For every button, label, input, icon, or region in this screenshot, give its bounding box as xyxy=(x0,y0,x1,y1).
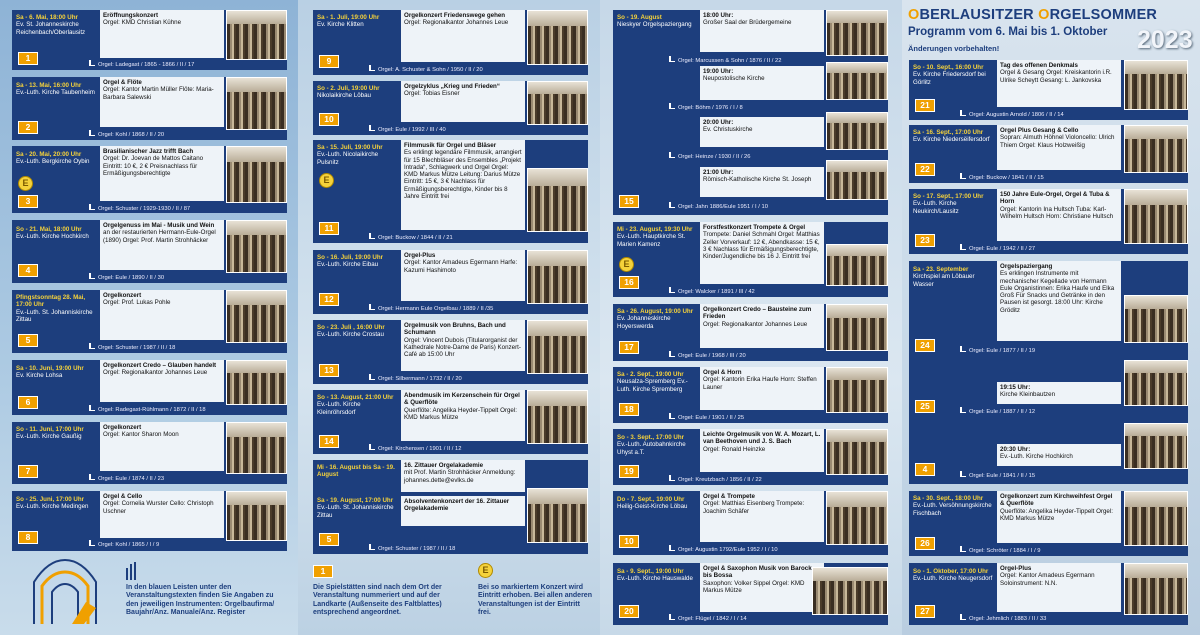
event-header: Sa - 15. Juli, 19:00 Uhr Ev.-Luth. Nicolaikirche Pulsnitz xyxy=(317,144,383,166)
organ-info: Orgel: Jehmlich / 1883 / II / 33 xyxy=(969,616,1047,622)
event-header: So - 19. August Nieskyer Orgelspaziergang xyxy=(617,14,692,29)
event-info-box: Orgelkonzert Credo – Glauben handelt Orgel: Regionalkantor Johannes Leue xyxy=(100,360,224,402)
organ-pipes-icon xyxy=(960,407,966,413)
venue-number: 4 xyxy=(18,264,38,277)
venue-number: 27 xyxy=(915,605,935,618)
organ-info: Orgel: Eule / 1874 / II / 23 xyxy=(98,476,165,482)
event-info-box: 18:00 Uhr: Großer Saal der Brüdergemeine xyxy=(700,10,824,52)
organ-photo xyxy=(1124,189,1188,244)
organ-pipes-icon xyxy=(960,346,966,352)
event-header: Sa - 19. August, 17:00 Uhr Ev.-Luth. St. Johanniskirche Zittau xyxy=(317,497,394,519)
organ-pipes-icon xyxy=(89,343,95,349)
venue-number: 4 xyxy=(915,463,935,476)
program-title: OBERLAUSITZER ORGELSOMMER xyxy=(908,7,1158,23)
event-info-box: Orgel-Plus Orgel: Kantor Amadeus Egermann Harfe: Kazumi Hashimoto xyxy=(401,250,525,301)
legend-euro-badge: E xyxy=(478,563,493,578)
event-info-box: Orgelspaziergang Es erklingen Instrumente mit mechanischer Kegellade von Hermann Eule Organistinnen: Erika Haufe und Elka Groß Für Snacks und Getränke in den Pausen ist gesorgt. 18:00 Uhr: Kirche Gröditz xyxy=(997,261,1121,341)
organ-pipes-icon xyxy=(89,405,95,411)
organ-photo xyxy=(527,81,588,125)
event-info-box: Leichte Orgelmusik von W. A. Mozart, L. van Beethoven und J. S. Bach Orgel: Ronald Heinzke xyxy=(700,429,824,472)
organ-pipes-icon xyxy=(89,273,95,279)
venue-number: 24 xyxy=(915,339,935,352)
organ-pipes-icon xyxy=(369,65,375,71)
event-header: So - 25. Juni, 17:00 Uhr Ev.-Luth. Kirche Medingen xyxy=(16,496,89,511)
event-info-box: Orgelmusik von Bruhns, Bach und Schumann Orgel: Vincent Dubois (Titularorganist der Kathedrale Notre-Dame de Paris) Konzert-Café ab 15:00 Uhr xyxy=(401,320,525,371)
euro-badge: E xyxy=(619,257,634,272)
organ-photo xyxy=(527,10,588,65)
organ-photo xyxy=(1124,491,1188,546)
event-header: So - 11. Juni, 17:00 Uhr Ev.-Luth. Kirche Gaußig xyxy=(16,426,84,441)
organ-pipes-icon xyxy=(369,125,375,131)
event-header: So - 2. Juli, 19:00 Uhr Nikolaikirche Löbau xyxy=(317,85,380,100)
venue-number: 1 xyxy=(18,52,38,65)
changes-note: Änderungen vorbehalten! xyxy=(908,44,1000,53)
venue-number: 5 xyxy=(18,334,38,347)
event-header: Mi - 23. August, 19:30 Uhr Ev.-Luth. Hauptkirche St. Marien Kamenz xyxy=(617,226,693,248)
organ-photo xyxy=(226,360,287,405)
organ-info: Orgel: Walcker / 1891 / III / 42 xyxy=(678,289,755,295)
organ-pipes-icon xyxy=(369,544,375,550)
organ-info: Orgel: Eule / 1901 / II / 25 xyxy=(678,415,745,421)
organ-info: Orgel: Buckow / 1841 / II / 15 xyxy=(969,175,1044,181)
event-info-box: Abendmusik im Kerzenschein für Orgel & Querflöte Querflöte: Angelika Heyder-Tippelt Orgel: KMD Markus Mütze xyxy=(401,390,525,441)
event-header: So - 16. Juli, 19:00 Uhr Ev.-Luth. Kirche Eibau xyxy=(317,254,384,269)
venue-number: 10 xyxy=(319,113,339,126)
event-info-box: Eröffnungskonzert Orgel: KMD Christian Kühne xyxy=(100,10,224,58)
organ-info: Orgel: Ladegast / 1865 - 1866 / II / 17 xyxy=(98,62,195,68)
venue-number: 14 xyxy=(319,435,339,448)
program-subtitle: Programm vom 6. Mai bis 1. Oktober xyxy=(908,26,1108,38)
venue-number: 6 xyxy=(18,396,38,409)
venue-number: 23 xyxy=(915,234,935,247)
venue-number: 12 xyxy=(319,293,339,306)
event-info-box: Brasilianischer Jazz trifft Bach Orgel: Dr. Joevan de Mattos Caitano Eintritt: 10 €, 2 € Preisnachlass für Ermäßigungsberechtigte xyxy=(100,146,224,201)
venue-number: 22 xyxy=(915,163,935,176)
organ-pipes-icon xyxy=(369,233,375,239)
organ-pipes-icon xyxy=(369,304,375,310)
venue-number: 8 xyxy=(18,531,38,544)
organ-info: Orgel: Schuster / 1929-1930 / II / 87 xyxy=(98,206,191,212)
organ-info: Orgel: Kirchensen / 1901 / II / 12 xyxy=(378,446,462,452)
event-header: Sa - 1. Juli, 19:00 Uhr Ev. Kirche Klitten xyxy=(317,14,380,29)
event-info-box: Orgelzyklus „Krieg und Frieden“ Orgel: Tobias Eisner xyxy=(401,81,525,122)
event-header: Sa - 23. September Kirchspiel am Löbauer Wasser xyxy=(913,266,975,288)
venue-number: 2 xyxy=(18,121,38,134)
event-info-box: Tag des offenen Denkmals Orgel & Gesang Orgel: Kreiskantorin i.R. Ulrike Scheytt Gesang: L. Jankovska xyxy=(997,60,1121,107)
event-info-box: Orgelkonzert zum Kirchweihfest Orgel & Querflöte Querflöte: Angelika Heyder-Tippelt Orgel: KMD Markus Mütze xyxy=(997,491,1121,543)
venue-number: 3 xyxy=(18,195,38,208)
organ-photo xyxy=(527,250,588,304)
organ-photo xyxy=(1124,360,1188,406)
organ-pipes-icon xyxy=(960,546,966,552)
event-info-box: Orgelkonzert Orgel: Kantor Sharon Moon xyxy=(100,422,224,471)
organ-info: Orgel: Kohl / 1868 / II / 20 xyxy=(98,132,165,138)
organ-pipes-icon xyxy=(89,60,95,66)
organ-photo xyxy=(226,491,287,541)
venue-number: 21 xyxy=(915,99,935,112)
organ-pipes-icon xyxy=(960,244,966,250)
euro-badge: E xyxy=(319,173,334,188)
organ-info: Orgel: Eule / 1968 / III / 20 xyxy=(678,353,746,359)
organ-info: Orgel: Heinze / 1930 / II / 26 xyxy=(678,154,751,160)
organ-photo xyxy=(1124,60,1188,110)
organ-pipes-icon xyxy=(369,374,375,380)
organ-pipes-icon xyxy=(669,152,675,158)
organ-pipes-icon xyxy=(126,562,136,580)
organ-pipes-icon xyxy=(669,287,675,293)
legend-number-text: Die Spielstätten sind nach dem Ort der Veranstaltung nummeriert und auf der Landkarte (Außenseite des Faltblattes) entsprechend angeordnet. xyxy=(313,584,442,617)
organ-photo xyxy=(1124,423,1188,469)
event-info-box: 21:00 Uhr: Römisch-Katholische Kirche St. Joseph xyxy=(700,167,824,197)
organ-info: Orgel: Eule / 1887 / II / 12 xyxy=(969,409,1036,415)
organ-info: Orgel: Radegast-Rühlmann / 1872 / II / 18 xyxy=(98,407,206,413)
organ-info: Orgel: Schröter / 1884 / I / 9 xyxy=(969,548,1041,554)
organ-photo xyxy=(226,290,287,343)
event-info-box: 150 Jahre Eule-Orgel, Orgel & Tuba & Horn Orgel: Kantorin Ina Hultsch Tuba: Karl-Wilhelm Hultsch Horn: Christiane Hultsch xyxy=(997,189,1121,241)
organ-info: Orgel: Marcussen & Sohn / 1876 / II / 22 xyxy=(678,58,782,64)
organ-info: Orgel: Schuster / 1987 / II / 18 xyxy=(378,546,456,552)
venue-number: 11 xyxy=(319,222,339,235)
organ-info: Orgel: Flügel / 1842 / I / 14 xyxy=(678,616,747,622)
organ-info: Orgel: Schuster / 1987 / II / 18 xyxy=(98,345,176,351)
event-header: Sa - 10. Juni, 19:00 Uhr Ev. Kirche Lohsa xyxy=(16,365,84,380)
venue-number: 19 xyxy=(619,465,639,478)
venue-number: 13 xyxy=(319,364,339,377)
event-info-box: Orgel & Saxophon Musik von Barock bis Bossa Saxophon: Volker Sippel Orgel: KMD Markus Mütze xyxy=(700,563,824,612)
organ-info: Orgel: Augustin 1792/Eule 1952 / I / 10 xyxy=(678,547,778,553)
organ-info: Orgel: Augustin Arnold / 1806 / II / 14 xyxy=(969,112,1064,118)
event-info-box: Orgel Plus Gesang & Cello Sopran: Almuth Höhnel Violoncello: Ulrich Thiem Orgel: Klaus Holzweißig xyxy=(997,125,1121,170)
venue-number: 15 xyxy=(619,195,639,208)
event-header: Sa - 6. Mai, 18:00 Uhr Ev. St. Johanneskirche Reichenbach/Oberlausitz xyxy=(16,14,86,36)
organ-photo xyxy=(527,320,588,374)
organ-photo xyxy=(226,422,287,474)
event-info-box: 16. Zittauer Orgelakademie mit Prof. Martin Strohhäcker Anmeldung: johannes.dette@evlks.de xyxy=(401,460,525,492)
year-badge: 2023 xyxy=(1137,26,1193,54)
event-info-box: Orgel & Flöte Orgel: Kantor Martin Müller Flöte: Maria-Barbara Salewski xyxy=(100,77,224,127)
organ-info: Orgel: Buckow / 1844 / II / 21 xyxy=(378,235,453,241)
organ-info: Orgel: Eule / 1992 / III / 40 xyxy=(378,127,446,133)
organ-photo xyxy=(826,304,888,351)
event-header: So - 13. August, 21:00 Uhr Ev.-Luth. Kirche Kleinröhrsdorf xyxy=(317,394,394,416)
event-header: Sa - 16. Sept., 17:00 Uhr Ev. Kirche Niedersëifersdorf xyxy=(913,129,990,144)
organ-pipes-illustration xyxy=(30,558,100,628)
organ-photo xyxy=(826,429,888,475)
venue-number: 26 xyxy=(915,537,935,550)
event-info-box: Filmmusik für Orgel und Bläser Es erklingt legendäre Filmmusik, arrangiert für 15 Blechbläser des Ensembles „Projekt Intrada“, Schlagwerk und Orgel Orgel: KMD Markus Mütze Leitung: Darius Mütze Eintritt: 15 €, 3 € Nachlass für Ermäßigungsberechtigte, Kinder bis 8 Jahre Eintritt frei xyxy=(401,140,525,230)
organ-photo xyxy=(826,244,888,286)
event-header: Sa - 13. Mai, 16:00 Uhr Ev.-Luth. Kirche Taubenheim xyxy=(16,82,95,97)
venue-number: 7 xyxy=(18,465,38,478)
organ-info: Orgel: Silbermann / 1732 / II / 20 xyxy=(378,376,462,382)
venue-number: 25 xyxy=(915,400,935,413)
venue-number: 9 xyxy=(319,55,339,68)
event-info-box: Orgel & Trompete Orgel: Matthias Eisenberg Trompete: Joachim Schäfer xyxy=(700,491,824,542)
organ-info: Orgel: A. Schuster & Sohn / 1950 / II / 20 xyxy=(378,67,483,73)
organ-photo xyxy=(226,77,287,130)
organ-photo xyxy=(527,488,588,543)
venue-number: 18 xyxy=(619,403,639,416)
event-info-box: Orgel-Plus Orgel: Kantor Amadeus Egermann Soloinstrument: N.N. xyxy=(997,563,1121,612)
event-info-box: Orgelkonzert Credo – Bausteine zum Frieden Orgel: Regionalkantor Johannes Leue xyxy=(700,304,824,348)
event-header: Sa - 2. Sept., 19:00 Uhr Neusalza-Spremberg Ev.-Luth. Kirche Spremberg xyxy=(617,371,688,393)
event-info-box: 19:15 Uhr: Kirche Kleinbautzen xyxy=(997,382,1121,404)
organ-pipes-icon xyxy=(960,471,966,477)
event-header: Sa - 9. Sept., 19:00 Uhr Ev.-Luth. Kirche Hauswalde xyxy=(617,568,693,583)
organ-photo xyxy=(226,220,287,273)
event-info-box: Forstfestkonzert Trompete & Orgel Trompete: Daniel Schmahl Orgel: Matthias Zeller Vorverkauf: 12 €, Abendkasse: 15 €, 3 € Nachlass für Ermäßigungsberechtigte, Kinder/Jugendliche bis 16 J. Eintritt frei xyxy=(700,222,824,284)
organ-pipes-icon xyxy=(669,351,675,357)
organ-photo xyxy=(226,10,287,60)
organ-info: Orgel: Hermann Eule Orgelbau / 1889 / II /35 xyxy=(378,306,494,312)
event-info-box: 19:00 Uhr: Neupostolische Kirche xyxy=(700,66,824,100)
event-info-box: 20:00 Uhr: Ev. Christuskirche xyxy=(700,117,824,147)
organ-photo xyxy=(812,567,888,615)
event-info-box: Orgelkonzert Friedenswege gehen Orgel: Regionalkantor Johannes Leue xyxy=(401,10,525,62)
venue-number: 16 xyxy=(619,276,639,289)
event-header: Pfingstsonntag 28. Mai, 17:00 Uhr Ev.-Luth. St. Johanniskirche Zittau xyxy=(16,294,93,323)
venue-number: 17 xyxy=(619,341,639,354)
organ-photo xyxy=(1124,563,1188,615)
event-info-box: 20:30 Uhr: Ev.-Luth. Kirche Hochkirch xyxy=(997,444,1121,466)
organ-info: Orgel: Eule / 1841 / II / 15 xyxy=(969,473,1036,479)
organ-pipes-icon xyxy=(960,614,966,620)
venue-number: 10 xyxy=(619,535,639,548)
event-header: So - 3. Sept., 17:00 Uhr Ev.-Luth. Autobahnkirche Uhyst a.T. xyxy=(617,434,686,456)
organ-info: Orgel: Eule / 1890 / II / 30 xyxy=(98,275,165,281)
event-header: Mi - 16. August bis Sa - 19. August xyxy=(317,464,395,479)
organ-photo xyxy=(826,62,888,100)
organ-pipes-icon xyxy=(669,413,675,419)
organ-pipes-icon xyxy=(89,204,95,210)
event-header: Sa - 26. August, 19:00 Uhr Ev. Johanneskirche Hoyerswerda xyxy=(617,308,694,330)
legend-euro-text: Bei so markiertem Konzert wird Eintritt erhoben. Bei allen anderen Veranstaltungen ist der Eintritt frei. xyxy=(478,584,592,617)
event-info-box: Orgelkonzert Orgel: Prof. Lukas Pohle xyxy=(100,290,224,340)
organ-pipes-icon xyxy=(669,545,675,551)
event-info-box: Orgel & Horn Orgel: Kantorin Erika Haufe Horn: Steffen Launer xyxy=(700,367,824,410)
event-header: So - 10. Sept., 16:00 Uhr Ev. Kirche Friedersdorf bei Görlitz xyxy=(913,64,986,86)
organ-pipes-icon xyxy=(369,444,375,450)
organ-info: Orgel: Jahn 1886/Eule 1951 / I / 10 xyxy=(678,204,768,210)
organ-photo xyxy=(826,367,888,413)
event-info-box: Absolventenkonzert der 16. Zittauer Orgelakademie xyxy=(401,496,525,526)
event-header: So - 1. Oktober, 17:00 Uhr Ev.-Luth. Kirche Neugersdorf xyxy=(913,568,993,583)
event-header: So - 23. Juli , 16:00 Uhr Ev.-Luth. Kirche Crostau xyxy=(317,324,385,339)
organ-photo xyxy=(1124,125,1188,173)
euro-badge: E xyxy=(18,176,33,191)
event-header: Do - 7. Sept., 19:00 Uhr Heilig-Geist-Kirche Löbau xyxy=(617,496,688,511)
organ-photo xyxy=(826,10,888,56)
organ-photo xyxy=(226,146,287,203)
venue-number: 5 xyxy=(319,533,339,546)
organ-pipes-icon xyxy=(669,103,675,109)
organ-photo xyxy=(527,168,588,232)
organ-pipes-icon xyxy=(669,614,675,620)
event-header: So - 21. Mai, 18:00 Uhr Ev.-Luth. Kirche Hochkirch xyxy=(16,226,89,241)
organ-photo xyxy=(826,160,888,200)
venue-number: 20 xyxy=(619,605,639,618)
event-header: Sa - 20. Mai, 20:00 Uhr Ev.-Luth. Bergkirche Oybin xyxy=(16,151,90,166)
event-header: Sa - 30. Sept., 18:00 Uhr Ev.-Luth. Versöhnungskirche Fischbach xyxy=(913,495,992,517)
organ-photo xyxy=(826,112,888,150)
organ-photo xyxy=(826,491,888,545)
event-info-box: Orgel & Cello Orgel: Cornelia Wurster Cello: Christoph Uschner xyxy=(100,491,224,538)
event-header: So - 17. Sept., 17:00 Uhr Ev.-Luth. Kirche Neukirch/Lausitz xyxy=(913,193,984,215)
organ-pipes-icon xyxy=(669,56,675,62)
organ-info: Orgel: Böhm / 1976 / I / 8 xyxy=(678,105,743,111)
organ-pipes-icon xyxy=(89,474,95,480)
legend-pipes-text: In den blauen Leisten unter den Veranstaltungstexten finden Sie Angaben zu den jeweiligen Instrumenten: Orgelbaufirma/ Baujahr/Anz. Manuale/Anz. Register xyxy=(126,584,275,617)
organ-pipes-icon xyxy=(960,173,966,179)
event-info-box: Orgelgenuss im Mai - Musik und Wein an der restaurierten Hermann-Eule-Orgel (1890) Orgel: Prof. Martin Strohhäcker xyxy=(100,220,224,270)
organ-info: Orgel: Kreutzbach / 1856 / II / 22 xyxy=(678,477,762,483)
organ-pipes-icon xyxy=(960,110,966,116)
organ-photo xyxy=(1124,295,1188,343)
legend-number-sample: 1 xyxy=(313,565,333,578)
organ-info: Orgel: Eule / 1942 / II / 27 xyxy=(969,246,1036,252)
organ-pipes-icon xyxy=(669,202,675,208)
organ-pipes-icon xyxy=(669,475,675,481)
organ-info: Orgel: Kohl / 1865 / I / 9 xyxy=(98,542,160,548)
organ-pipes-icon xyxy=(89,130,95,136)
organ-info: Orgel: Eule / 1877 / II / 19 xyxy=(969,348,1036,354)
organ-pipes-icon xyxy=(89,540,95,546)
organ-photo xyxy=(527,390,588,444)
